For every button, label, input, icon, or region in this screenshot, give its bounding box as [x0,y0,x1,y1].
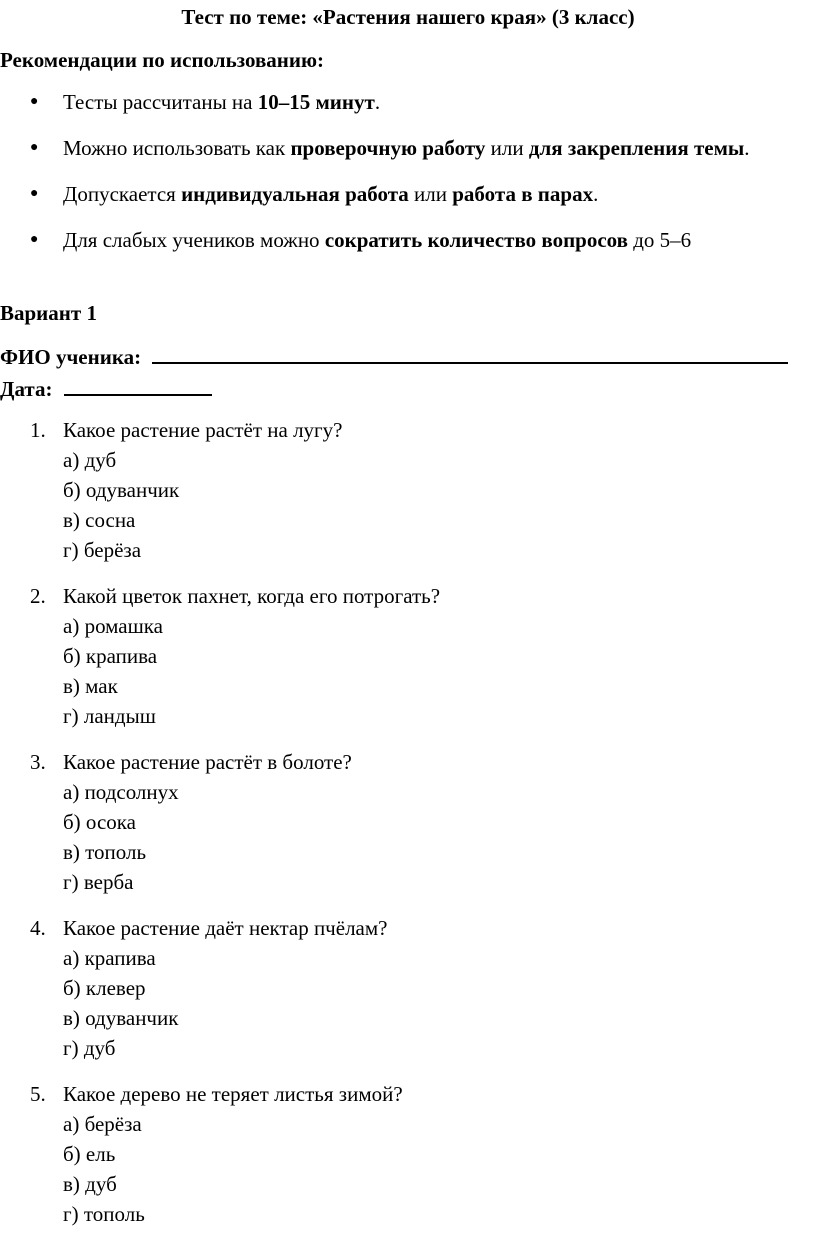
answer-option: г) дуб [63,1036,116,1060]
question-2 [0,581,816,731]
recommendation-text [63,228,691,252]
question-number: 1. [30,418,46,442]
bullet-icon: ● [30,140,39,155]
question-number: 2. [30,584,46,608]
question-4 [0,913,816,1063]
date-label: Дата: [0,377,53,401]
recommendation-text [63,182,598,206]
recommendation-text [63,90,380,114]
emphasis-text: 10–15 минут [257,90,375,114]
student-name-field [0,342,788,370]
emphasis-text: проверочную работу [290,136,486,160]
emphasis-text: индивидуальная работа [181,182,409,206]
answer-option: в) дуб [63,1172,117,1196]
answer-option: а) крапива [63,946,156,970]
plain-text: Тесты рассчитаны на [63,90,258,114]
plain-text: до 5–6 [628,228,692,252]
question-number: 5. [30,1082,46,1106]
bullet-icon: ● [30,94,39,109]
answer-option: в) одуванчик [63,1006,179,1030]
variant-heading: Вариант 1 [0,301,97,325]
recommendation-item [0,87,816,117]
plain-text: . [374,90,381,114]
plain-text: . [593,182,599,206]
question-5 [0,1079,816,1229]
emphasis-text: работа в парах [452,182,594,206]
recommendation-item [0,133,816,163]
answer-option: в) тополь [63,840,147,864]
question-number: 3. [30,750,46,774]
date-field [0,374,212,402]
recommendation-item [0,179,816,209]
recommendation-item [0,225,816,255]
question-3 [0,747,816,897]
plain-text: или [485,136,529,160]
question-text: Какое растение растёт на лугу? [63,418,343,442]
question-text: Какое дерево не теряет листья зимой? [63,1082,403,1106]
recommendation-text [63,136,750,160]
emphasis-text: сократить количество вопросов [324,228,628,252]
answer-option: в) сосна [63,508,136,532]
question-number: 4. [30,916,46,940]
student-name-blank [152,342,788,364]
question-text: Какое растение растёт в болоте? [63,750,352,774]
recommendations-list [0,87,816,271]
date-blank [64,374,212,396]
bullet-icon: ● [30,232,39,247]
recommendations-heading: Рекомендации по использованию: [0,48,325,72]
answer-option: а) ромашка [63,614,164,638]
answer-option: б) одуванчик [63,478,180,502]
question-1 [0,415,816,565]
answer-option: г) ландыш [63,704,156,728]
questions-list [0,415,816,1245]
answer-option: б) ель [63,1142,116,1166]
answer-option: а) подсолнух [63,780,179,804]
question-text: Какое растение даёт нектар пчёлам? [63,916,388,940]
student-name-label: ФИО ученика: [0,345,142,369]
emphasis-text: для закрепления темы [528,136,745,160]
plain-text: . [744,136,750,160]
plain-text: Для слабых учеников можно [63,228,325,252]
answer-option: б) осока [63,810,136,834]
answer-option: а) берёза [63,1112,142,1136]
answer-option: г) верба [63,870,134,894]
answer-option: г) тополь [63,1202,145,1226]
answer-option: в) мак [63,674,118,698]
bullet-icon: ● [30,186,39,201]
answer-option: г) берёза [63,538,142,562]
plain-text: Можно использовать как [63,136,291,160]
answer-option: б) клевер [63,976,146,1000]
plain-text: или [408,182,453,206]
answer-option: б) крапива [63,644,158,668]
page-title: Тест по теме: «Растения нашего края» (3 класс) [181,5,635,29]
question-text: Какой цветок пахнет, когда его потрогать? [63,584,441,608]
answer-option: а) дуб [63,448,117,472]
plain-text: Допускается [63,182,182,206]
